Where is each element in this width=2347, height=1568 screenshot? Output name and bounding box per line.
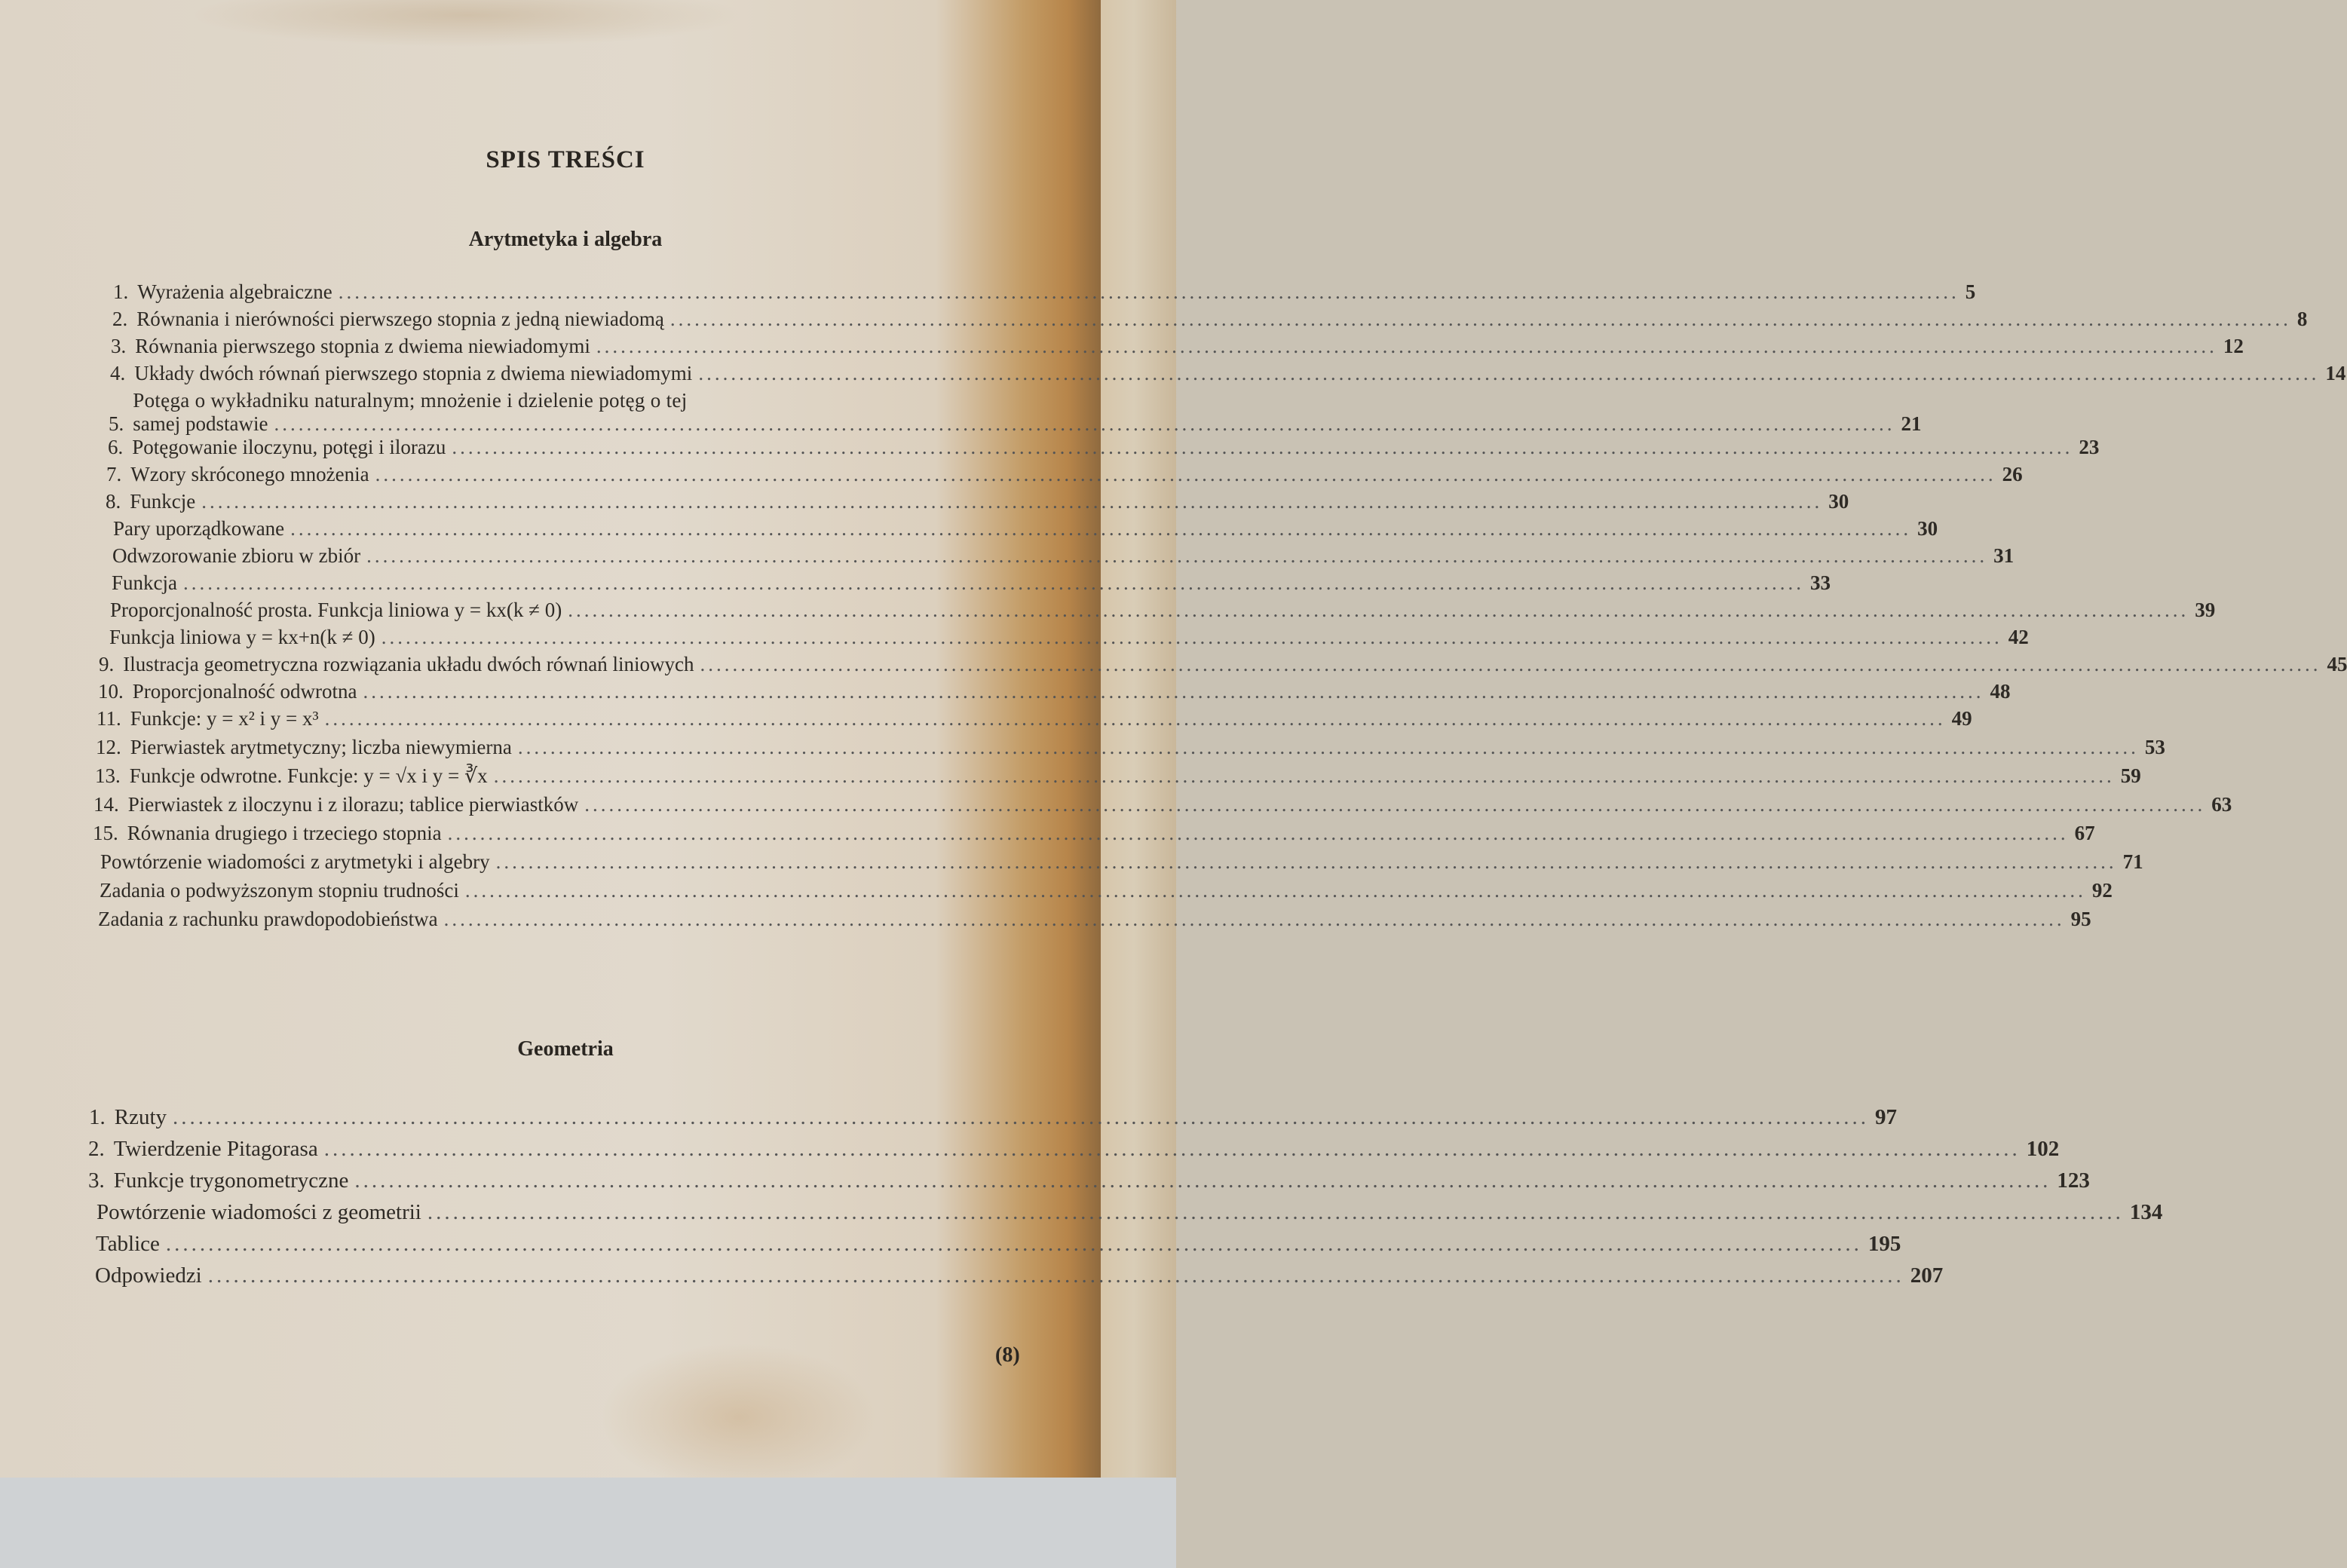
toc-entry <box>90 879 2113 902</box>
dot-leader: ........................................................................................................................................................................................................ <box>201 490 1823 513</box>
toc-entry-page: 95 <box>2070 908 2091 930</box>
toc-entry <box>91 850 2143 874</box>
dot-leader: ........................................................................................................................................................................................................ <box>447 822 2069 844</box>
toc-entry-number: 12. <box>96 736 121 758</box>
toc-entry-page: 14 <box>2325 362 2346 384</box>
toc-entry <box>89 908 2091 931</box>
toc-entry-page: 23 <box>2079 436 2100 458</box>
toc-entry-number: 3. <box>88 1168 105 1193</box>
toc-entry-label: Odwzorowanie zbioru w zbiór <box>112 544 361 567</box>
toc-entry-number: 8. <box>106 490 121 513</box>
dot-leader: ........................................................................................................................................................................................................ <box>381 626 2002 648</box>
toc-entry-label: Równania i nierówności pierwszego stopnia z jedną niewiadomą <box>136 308 664 330</box>
toc-entry-page: 102 <box>2026 1137 2060 1161</box>
toc-entry <box>110 362 2346 385</box>
toc-entry-label: Równania drugiego i trzeciego stopnia <box>127 822 442 844</box>
toc-entry-number: 15. <box>93 822 118 844</box>
dot-leader: ........................................................................................................................................................................................................ <box>173 1105 1870 1129</box>
toc-entry <box>93 822 2095 845</box>
dot-leader: ........................................................................................................................................................................................................ <box>443 908 2065 930</box>
toc-entry-page: 42 <box>2008 626 2029 648</box>
toc-entry-number: 10. <box>98 680 124 703</box>
table-surface <box>0 1478 1176 1568</box>
dot-leader: ........................................................................................................................................................................................................ <box>183 571 1804 594</box>
dot-leader: ........................................................................................................................................................................................................ <box>324 707 1946 730</box>
toc-entry-label: Pierwiastek arytmetyczny; liczba niewymierna <box>130 736 512 758</box>
toc-entry-page: 30 <box>1917 517 1938 540</box>
toc-entry-number: 1. <box>89 1105 106 1129</box>
toc-entry <box>112 308 2308 331</box>
toc-entry <box>97 707 1972 730</box>
toc-entry-page: 39 <box>2195 599 2216 621</box>
toc-entry-page: 45 <box>2327 653 2347 675</box>
toc-entry-page: 71 <box>2122 850 2143 873</box>
toc-entry-page: 53 <box>2144 736 2165 758</box>
toc-entry-label: Funkcje trygonometryczne <box>113 1168 349 1193</box>
toc-entry-label: Funkcje <box>130 490 196 513</box>
toc-entry-page: 21 <box>1901 412 1922 435</box>
dot-leader: ........................................................................................................................................................................................................ <box>568 599 2189 621</box>
toc-entry-number: 13. <box>95 764 121 787</box>
toc-entry-label: Rzuty <box>114 1105 167 1129</box>
toc-entry-label: Pary uporządkowane <box>113 517 285 540</box>
dot-leader: ........................................................................................................................................................................................................ <box>366 544 1988 567</box>
toc-entry-label: Równania pierwszego stopnia z dwiema niewiadomymi <box>135 335 590 357</box>
toc-entry <box>87 1232 1901 1257</box>
toc-entry-label: Pierwiastek z iloczynu i z ilorazu; tablice pierwiastków <box>127 793 579 816</box>
dot-leader: ........................................................................................................................................................................................................ <box>698 362 2320 384</box>
toc-entry-label: Powtórzenie wiadomości z geometrii <box>97 1200 421 1224</box>
toc-entry-label: Ilustracja geometryczna rozwiązania układu dwóch równań liniowych <box>123 653 694 675</box>
dot-leader: ........................................................................................................................................................................................................ <box>495 850 2117 873</box>
toc-entry-number: 3. <box>111 335 127 357</box>
page-footer-number: (8) <box>995 1343 1020 1367</box>
dot-leader: ........................................................................................................................................................................................................ <box>517 736 2139 758</box>
dot-leader: ........................................................................................................................................................................................................ <box>338 280 1959 303</box>
toc-entry <box>113 280 1976 304</box>
toc-entry <box>111 335 2244 358</box>
toc-entry-number: 5. <box>109 412 124 435</box>
toc-entry-number: 4. <box>110 362 126 384</box>
section-heading-algebra: Arytmetyka i algebra <box>468 228 663 251</box>
dot-leader: ........................................................................................................................................................................................................ <box>596 335 2217 357</box>
toc-entry <box>88 1168 2090 1193</box>
toc-entry-label: Powtórzenie wiadomości z arytmetyki i algebry <box>100 850 490 873</box>
toc-entry-label: Odpowiedzi <box>95 1263 202 1288</box>
toc-entry-label: Proporcjonalność prosta. Funkcja liniowa y = kx(k ≠ 0) <box>110 599 562 621</box>
toc-entry-label: Wzory skróconego mnożenia <box>130 463 369 485</box>
dot-leader: ........................................................................................................................................................................................................ <box>323 1137 2021 1161</box>
toc-entry-label: Wyrażenia algebraiczne <box>137 280 332 303</box>
toc-entry-page: 123 <box>2057 1168 2090 1193</box>
toc-entry-page: 33 <box>1810 571 1831 594</box>
dot-leader: ........................................................................................................................................................................................................ <box>354 1168 2051 1193</box>
toc-entry-page: 48 <box>1990 680 2011 703</box>
toc-entry-page: 31 <box>1993 544 2015 567</box>
dot-leader: ........................................................................................................................................................................................................ <box>165 1232 1862 1256</box>
toc-entry <box>86 1263 1944 1288</box>
dot-leader: ........................................................................................................................................................................................................ <box>669 308 2291 330</box>
dot-leader: ........................................................................................................................................................................................................ <box>493 764 2115 787</box>
toc-entry-page: 26 <box>2002 463 2023 485</box>
toc-entry-page: 30 <box>1828 490 1849 513</box>
toc-entry-label: Układy dwóch równań pierwszego stopnia z dwiema niewiadomymi <box>134 362 693 384</box>
toc-entry-page: 63 <box>2211 793 2232 816</box>
dot-leader: ........................................................................................................................................................................................................ <box>363 680 1984 703</box>
toc-entry <box>104 517 1938 541</box>
toc-entry <box>100 626 2029 649</box>
dot-leader: ........................................................................................................................................................................................................ <box>207 1263 1904 1288</box>
toc-entry-label: Zadania o podwyższonym stopniu trudności <box>100 879 459 902</box>
dot-leader: ........................................................................................................................................................................................................ <box>464 879 2086 902</box>
toc-entry <box>109 389 1922 436</box>
toc-entry-number: 7. <box>106 463 122 485</box>
toc-entry <box>88 1137 2060 1162</box>
toc-entry <box>98 680 2011 703</box>
toc-entry <box>89 1105 1898 1130</box>
dot-leader: ........................................................................................................................................................................................................ <box>584 793 2206 816</box>
toc-entry <box>99 653 2347 676</box>
toc-entry-number: 9. <box>99 653 115 675</box>
toc-entry-label: Funkcje odwrotne. Funkcje: y = √x i y = ∛x <box>129 764 488 787</box>
toc-entry-label: Potęgowanie iloczynu, potęgi i ilorazu <box>132 436 446 458</box>
toc-entry-label: Potęga o wykładniku naturalnym; mnożenie i dzielenie potęg o tej samej podstawie ........................................................................................................................................................................................................ <box>133 389 1895 435</box>
dot-leader: ........................................................................................................................................................................................................ <box>700 653 2321 675</box>
toc-entry-page: 12 <box>2223 335 2244 357</box>
toc-entry <box>103 571 1831 595</box>
toc-entry-number: 6. <box>108 436 124 458</box>
toc-entry-page: 8 <box>2296 308 2308 330</box>
toc-entry-number: 2. <box>112 308 128 330</box>
toc-entry-page: 92 <box>2091 879 2113 902</box>
toc-entry-page: 49 <box>1951 707 1972 730</box>
toc-entry <box>106 490 1849 513</box>
toc-entry-page: 134 <box>2129 1200 2163 1224</box>
toc-entry-label: Zadania z rachunku prawdopodobieństwa <box>98 908 438 930</box>
toc-entry <box>101 599 2216 622</box>
toc-entry-page: 207 <box>1910 1263 1944 1288</box>
dot-leader: ........................................................................................................................................................................................................ <box>427 1200 2124 1224</box>
toc-entry <box>96 736 2165 759</box>
toc-entry <box>103 544 2015 568</box>
toc-entry-page: 97 <box>1875 1105 1898 1129</box>
toc-entry-label: Funkcja liniowa y = kx+n(k ≠ 0) <box>109 626 375 648</box>
dot-leader: ........................................................................................................................................................................................................ <box>375 463 1996 485</box>
toc-entry-page: 67 <box>2074 822 2095 844</box>
toc-entry-number: 11. <box>97 707 121 730</box>
page-title: SPIS TREŚCI <box>486 146 645 173</box>
toc-entry <box>106 463 2023 486</box>
toc-entry <box>93 793 2232 816</box>
toc-entry-page: 59 <box>2120 764 2141 787</box>
toc-entry-page: 195 <box>1867 1232 1901 1256</box>
toc-entry-number: 1. <box>113 280 129 303</box>
toc-entry-label: Twierdzenie Pitagorasa <box>113 1137 318 1161</box>
toc-entry-label: Proporcjonalność odwrotna <box>132 680 357 703</box>
section-heading-geometry: Geometria <box>517 1037 614 1061</box>
toc-entry-page: 5 <box>1965 280 1976 303</box>
toc-entry <box>108 436 2100 459</box>
toc-entry-label: Tablice <box>96 1232 160 1256</box>
toc-entry-number: 2. <box>88 1137 105 1161</box>
dot-leader: ........................................................................................................................................................................................................ <box>290 517 1912 540</box>
toc-entry <box>87 1200 2163 1225</box>
toc-entry <box>95 764 2141 788</box>
dot-leader: ........................................................................................................................................................................................................ <box>274 412 1895 435</box>
toc-entry-label: Funkcja <box>112 571 177 594</box>
toc-entry-label: Funkcje: y = x² i y = x³ <box>130 707 319 730</box>
dot-leader: ........................................................................................................................................................................................................ <box>452 436 2073 458</box>
toc-entry-number: 14. <box>93 793 119 816</box>
